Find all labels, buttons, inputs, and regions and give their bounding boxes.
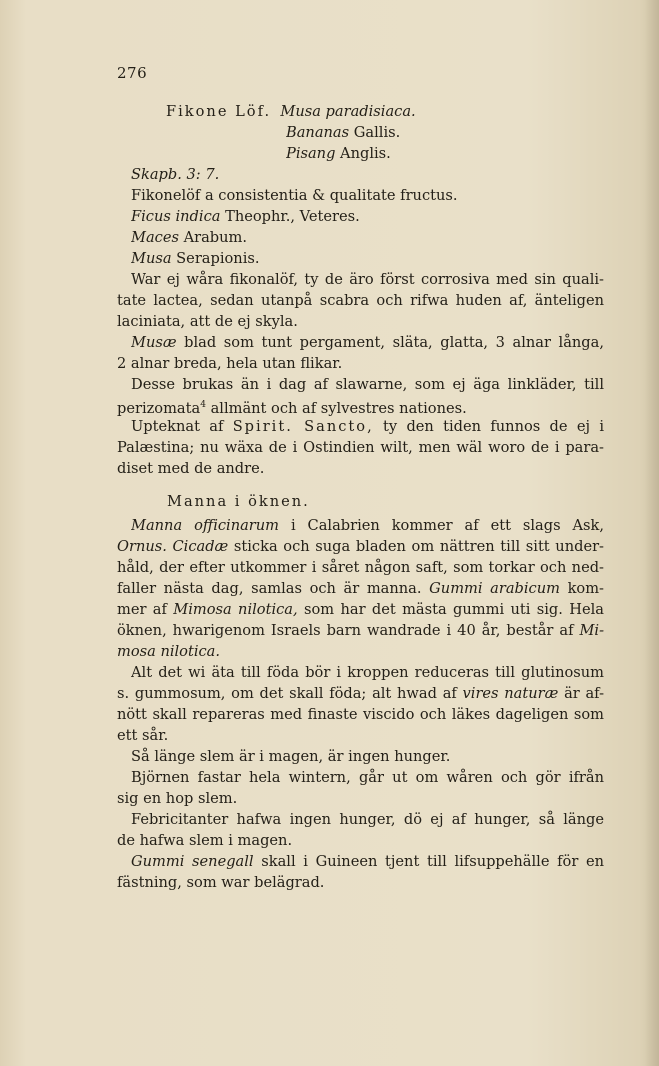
manna-text: i Calabrien kommer af ett slags Ask, <box>279 517 604 534</box>
alt-line-3: nött skall repareras med finaste viscido och läkes dageligen som <box>117 706 604 723</box>
synonym-bananas-lang: Gallis. <box>349 124 401 141</box>
maces-source: Arabum. <box>178 229 248 246</box>
alt-line-2-b: är af- <box>558 685 604 702</box>
musae-line-1 <box>131 332 604 353</box>
desse-text: allmänt och af sylvestres nationes. <box>205 399 467 417</box>
footnote-marker: 4 <box>200 400 206 410</box>
alt-line-4: ett sår. <box>117 727 169 744</box>
manna-line-6 <box>117 620 604 641</box>
mimosa-nilotica: Mimosa nilotica, <box>173 601 298 618</box>
vires-naturae: vires naturæ <box>462 685 559 702</box>
desse-perizomata: perizomata <box>117 399 201 417</box>
war-line-1: War ej wåra fikonalöf, ty de äro först corrosiva med sin quali- <box>131 271 604 288</box>
gummi-arabicum: Gummi arabicum <box>429 580 560 597</box>
synonym-musa-paradisiaca: Musa paradisiaca. <box>280 103 416 120</box>
para-ficus-indica <box>131 206 604 227</box>
gummi-line-1 <box>131 851 604 872</box>
heading-label: Fikone Löf. <box>166 103 272 120</box>
gummi-senegall: Gummi senegall <box>131 853 254 870</box>
manna-officinarum: Manna officinarum <box>131 517 280 534</box>
synonym-bananas <box>286 122 659 143</box>
alt-line-2 <box>117 683 604 704</box>
gummi-text: skall i Guineen tjent till lifsuppehälle för en <box>253 853 604 870</box>
febri-line-1: Febricitanter hafwa ingen hunger, dö ej af hunger, så länge <box>131 811 604 828</box>
heading-fikone-lof <box>166 101 639 122</box>
ornus-cicadae: Ornus. Cicadæ <box>117 538 229 555</box>
upteknat-line-3: diset med de andre. <box>117 460 265 477</box>
manna-line-5-a: mer af <box>117 601 174 618</box>
war-line-3: laciniata, att de ej skyla. <box>117 313 298 330</box>
maces-name: Maces <box>131 229 179 246</box>
manna-line-2 <box>117 536 604 557</box>
upteknat-line-2: Palæstina; nu wäxa de i Ostindien wilt, men wäl woro de i para- <box>117 439 604 456</box>
alt-line-2-a: s. gummosum, om det skall föda; alt hwad af <box>117 685 463 702</box>
para-maces <box>131 227 604 248</box>
synonym-pisang-name: Pisang <box>286 145 336 162</box>
page-edge-shadow <box>645 0 659 1066</box>
bjornen-line-2: sig en hop slem. <box>117 790 238 807</box>
desse-line-1: Desse brukas än i dag af slawarne, som ej äga linkläder, till <box>131 376 604 393</box>
musae-line-2: 2 alnar breda, hela utan flikar. <box>117 355 343 372</box>
manna-line-2-text: sticka och suga bladen om nättren till sitt under- <box>228 538 604 555</box>
musae-word: Musæ <box>131 334 177 351</box>
manna-line-5 <box>117 599 604 620</box>
ficus-indica-name: Ficus indica <box>131 208 221 225</box>
musae-text: blad som tunt pergament, släta, glatta, 3 alnar långa, <box>176 334 604 351</box>
ficus-indica-source: Theophr., Veteres. <box>220 208 360 225</box>
synonym-pisang-lang: Anglis. <box>335 145 391 162</box>
manna-line-1 <box>131 515 604 536</box>
sa-lange: Så länge slem är i magen, är ingen hunger. <box>131 748 451 765</box>
manna-line-4-a: faller nästa dag, samlas och är manna. <box>117 580 430 597</box>
spirit-sancto: Spirit. Sancto, <box>232 418 374 435</box>
manna-line-4-b: kom- <box>559 580 604 597</box>
febri-line-2: de hafwa slem i magen. <box>117 832 293 849</box>
synonym-bananas-name: Bananas <box>286 124 350 141</box>
manna-line-6-italic: Mi- <box>579 622 604 639</box>
manna-line-7: mosa nilotica. <box>117 643 221 660</box>
para-musa <box>131 248 604 269</box>
upteknat-line-1 <box>131 416 604 437</box>
upteknat-end: ty den tiden funnos de ej i <box>373 418 604 435</box>
alt-line-1: Alt det wi äta till föda bör i kroppen reduceras till glutinosum <box>131 664 604 681</box>
musa-source: Serapionis. <box>171 250 260 267</box>
manna-line-4 <box>117 578 604 599</box>
upteknat-start: Upteknat af <box>131 418 233 435</box>
synonym-pisang <box>286 143 659 164</box>
war-line-2: tate lactea, sedan utanpå scabra och rifwa huden af, änteligen <box>117 292 604 309</box>
manna-line-3: håld, der efter utkommer i såret någon saft, som torkar och ned- <box>117 559 604 576</box>
manna-line-6-a: öknen, hwarigenom Israels barn wandrade i 40 år, består af <box>117 622 580 639</box>
page-number: 276 <box>117 64 148 82</box>
para-fikonelof: Fikonelöf a consistentia & qualitate fructus. <box>131 187 458 204</box>
gummi-line-2: fästning, som war belägrad. <box>117 874 325 891</box>
reference: Skapb. 3: 7. <box>131 166 220 183</box>
manna-line-5-b: som har det mästa gummi uti sig. Hela <box>297 601 604 618</box>
musa-name: Musa <box>131 250 172 267</box>
bjornen-line-1: Björnen fastar hela wintern, går ut om wåren och gör ifrån <box>131 769 604 786</box>
heading-manna: Manna i öknen. <box>167 493 310 510</box>
